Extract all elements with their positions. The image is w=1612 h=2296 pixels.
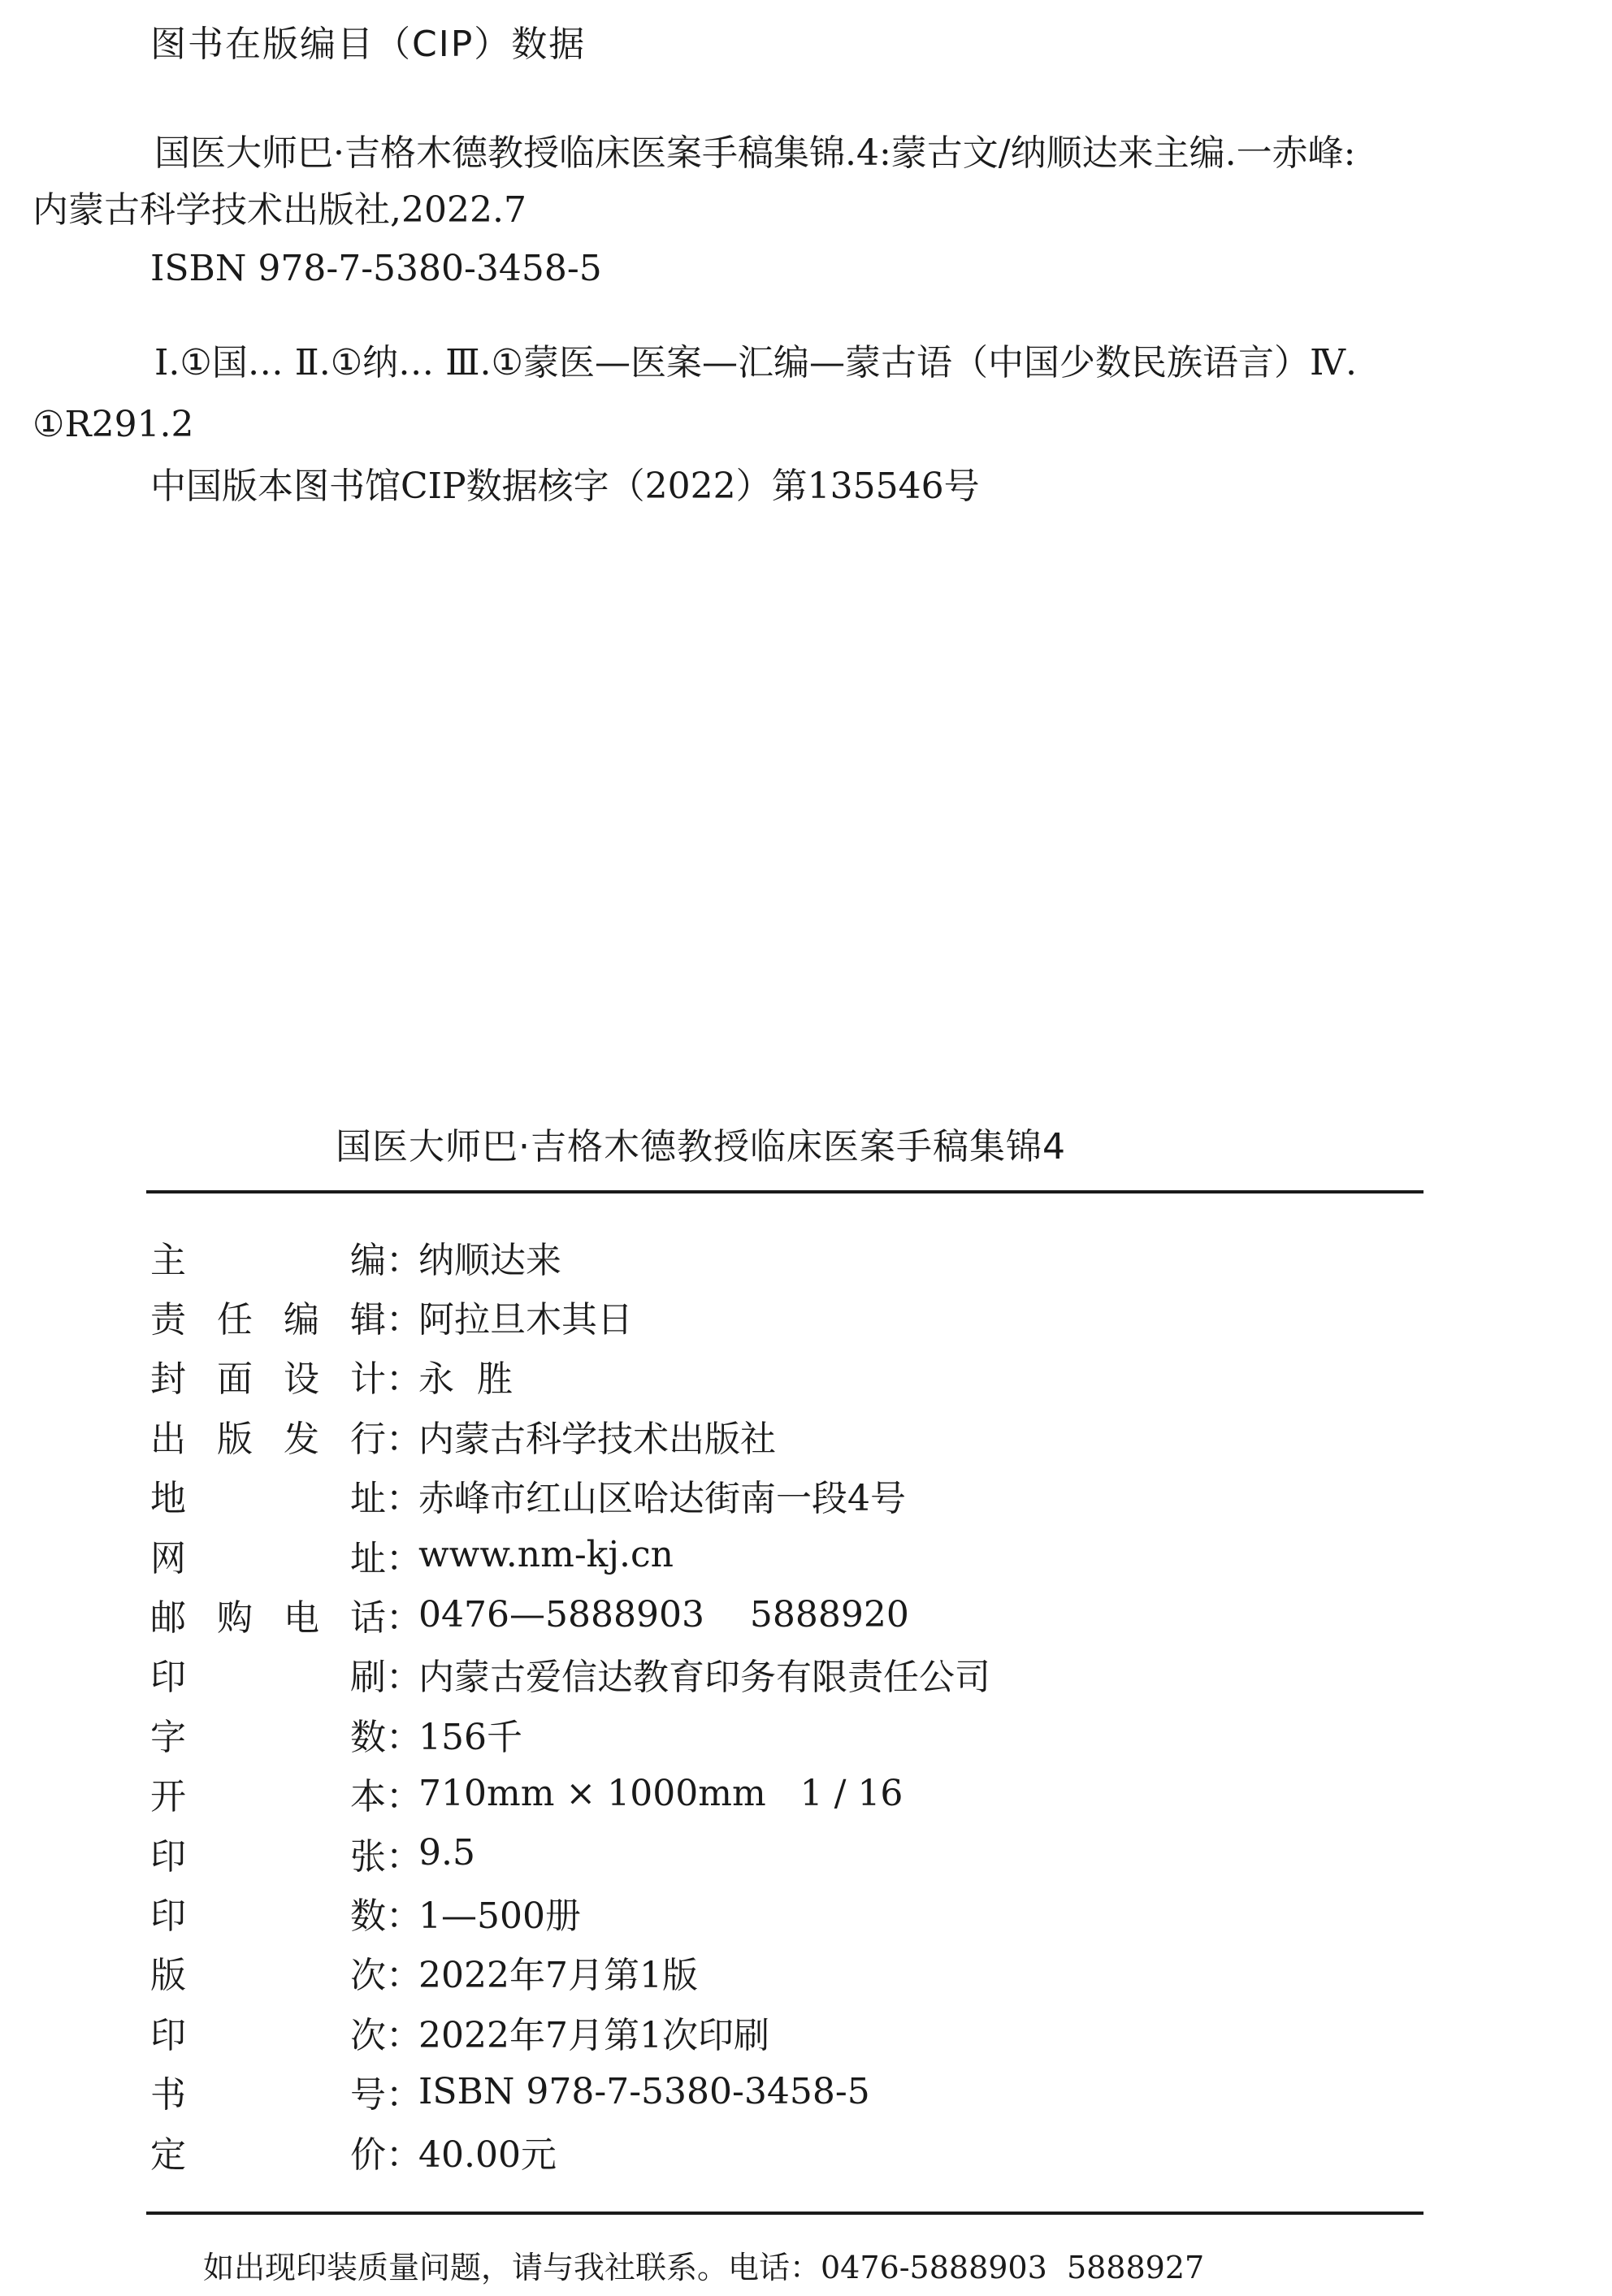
imprint-label-char: 发 [284, 1418, 319, 1460]
imprint-value: 永 胜 [418, 1358, 513, 1401]
imprint-row [150, 1406, 990, 1465]
imprint-row [150, 1227, 990, 1286]
imprint-value: ISBN 978-7-5380-3458-5 [418, 2070, 870, 2112]
imprint-label-char: 数 [350, 1895, 386, 1937]
imprint-table [150, 1227, 990, 2181]
imprint-value: 内蒙古爱信达教育印务有限责任公司 [418, 1657, 990, 1699]
imprint-row [150, 1466, 990, 1525]
imprint-label-char: 印 [150, 1835, 186, 1878]
imprint-label-char: 张 [350, 1835, 386, 1878]
imprint-row [150, 1704, 990, 1763]
imprint-label-char: 面 [217, 1358, 253, 1401]
imprint-title: 国医大师巴·吉格木德教授临床医案手稿集锦4 [336, 1126, 1066, 1167]
imprint-row [150, 1584, 990, 1644]
imprint-label [150, 1290, 386, 1342]
imprint-value: 纳顺达来 [418, 1239, 561, 1281]
imprint-label-char: 址 [350, 1537, 386, 1579]
imprint-label-char: 次 [350, 1955, 386, 1997]
imprint-label [150, 1469, 386, 1521]
imprint-value: 0476—5888903 5888920 [418, 1593, 909, 1635]
imprint-row [150, 2002, 990, 2061]
cip-classification: Ⅰ.①国… Ⅱ.①纳… Ⅲ.①蒙医—医案—汇编—蒙古语（中国少数民族语言）Ⅳ. [154, 342, 1357, 383]
imprint-value: 40.00元 [418, 2134, 557, 2176]
imprint-colon: ： [386, 2134, 422, 2176]
imprint-row [150, 2121, 990, 2181]
imprint-label-char: 电 [284, 1597, 319, 1640]
imprint-label-char: 任 [217, 1299, 253, 1341]
imprint-value: 内蒙古科学技术出版社 [418, 1418, 776, 1460]
imprint-row [150, 1525, 990, 1584]
imprint-label-char: 编 [284, 1299, 319, 1341]
imprint-row [150, 1346, 990, 1406]
imprint-row [150, 1943, 990, 2002]
imprint-label [150, 1231, 386, 1283]
imprint-label-char: 印 [150, 1895, 186, 1937]
imprint-row [150, 1286, 990, 1345]
imprint-value: 156千 [418, 1716, 522, 1758]
imprint-value: 2022年7月第1次印刷 [418, 2014, 769, 2056]
cip-classification-code: ①R291.2 [32, 404, 194, 445]
imprint-row [150, 1823, 990, 1882]
imprint-label [150, 1588, 386, 1640]
imprint-row [150, 2061, 990, 2121]
imprint-label-char: 定 [150, 2134, 186, 2176]
imprint-label-char: 本 [350, 1776, 386, 1818]
imprint-colon: ： [386, 2014, 422, 2056]
imprint-label-char: 责 [150, 1299, 186, 1341]
imprint-colon: ： [386, 1597, 422, 1640]
imprint-label-char: 开 [150, 1776, 186, 1818]
quality-contact-note: 如出现印装质量问题，请与我社联系。电话：0476-5888903 5888927 [203, 2250, 1205, 2285]
imprint-colon: ： [386, 2074, 422, 2116]
imprint-row [150, 1764, 990, 1823]
imprint-label-char: 设 [284, 1358, 319, 1401]
cip-isbn: ISBN 978-7-5380-3458-5 [150, 248, 602, 289]
imprint-colon: ： [386, 1895, 422, 1937]
imprint-label-char: 刷 [350, 1657, 386, 1699]
imprint-label-char: 网 [150, 1537, 186, 1579]
imprint-label [150, 2006, 386, 2058]
imprint-label [150, 2065, 386, 2117]
imprint-value: 9.5 [418, 1832, 475, 1874]
imprint-label-char: 版 [217, 1418, 253, 1460]
imprint-label-char: 话 [350, 1597, 386, 1640]
imprint-label-char: 版 [150, 1955, 186, 1997]
cip-publisher-line: 内蒙古科学技术出版社,2022.7 [32, 189, 526, 231]
imprint-row [150, 1644, 990, 1704]
cip-title-line: 国医大师巴·吉格木德教授临床医案手稿集锦.4:蒙古文/纳顺达来主编.一赤峰: [154, 132, 1356, 174]
imprint-label-char: 次 [350, 2014, 386, 2056]
imprint-value: 710mm × 1000mm 1 / 16 [418, 1772, 904, 1814]
imprint-label-char: 计 [350, 1358, 386, 1401]
imprint-label-char: 地 [150, 1478, 186, 1520]
imprint-label-char: 主 [150, 1239, 186, 1281]
imprint-colon: ： [386, 1716, 422, 1758]
imprint-colon: ： [386, 1537, 422, 1579]
imprint-label-char: 书 [150, 2074, 186, 2116]
imprint-label [150, 1827, 386, 1879]
imprint-label [150, 1887, 386, 1939]
cip-library-record: 中国版本图书馆CIP数据核字（2022）第135546号 [150, 466, 980, 507]
imprint-colon: ： [386, 1299, 422, 1341]
imprint-label-char: 邮 [150, 1597, 186, 1640]
imprint-colon: ： [386, 1776, 422, 1818]
imprint-colon: ： [386, 1478, 422, 1520]
imprint-label-char: 辑 [350, 1299, 386, 1341]
imprint-label-char: 印 [150, 2014, 186, 2056]
imprint-value: 2022年7月第1版 [418, 1955, 698, 1997]
imprint-colon: ： [386, 1955, 422, 1997]
imprint-label [150, 1648, 386, 1700]
imprint-value: 赤峰市红山区哈达街南一段4号 [418, 1478, 906, 1520]
imprint-label-char: 购 [217, 1597, 253, 1640]
imprint-label-char: 出 [150, 1418, 186, 1460]
imprint-value: www.nm-kj.cn [418, 1534, 674, 1576]
imprint-label-char: 编 [350, 1239, 386, 1281]
imprint-label [150, 1529, 386, 1581]
imprint-label-char: 数 [350, 1716, 386, 1758]
imprint-label-char: 印 [150, 1657, 186, 1699]
imprint-row [150, 1882, 990, 1942]
imprint-colon: ： [386, 1657, 422, 1699]
cip-heading: 图书在版编目（CIP）数据 [150, 24, 587, 65]
imprint-label-char: 封 [150, 1358, 186, 1401]
imprint-value: 1—500册 [418, 1895, 581, 1937]
imprint-label-char: 字 [150, 1716, 186, 1758]
imprint-value: 阿拉旦木其日 [418, 1299, 633, 1341]
imprint-label-char: 号 [350, 2074, 386, 2116]
imprint-bottom-rule [146, 2212, 1424, 2215]
imprint-label-char: 行 [350, 1418, 386, 1460]
imprint-label [150, 2125, 386, 2177]
imprint-label [150, 1349, 386, 1401]
imprint-label [150, 1410, 386, 1462]
imprint-label-char: 址 [350, 1478, 386, 1520]
imprint-label [150, 1946, 386, 1998]
imprint-label [150, 1708, 386, 1760]
imprint-label [150, 1767, 386, 1819]
imprint-colon: ： [386, 1835, 422, 1878]
imprint-colon: ： [386, 1358, 422, 1401]
imprint-colon: ： [386, 1239, 422, 1281]
imprint-label-char: 价 [350, 2134, 386, 2176]
imprint-top-rule [146, 1190, 1424, 1193]
imprint-colon: ： [386, 1418, 422, 1460]
